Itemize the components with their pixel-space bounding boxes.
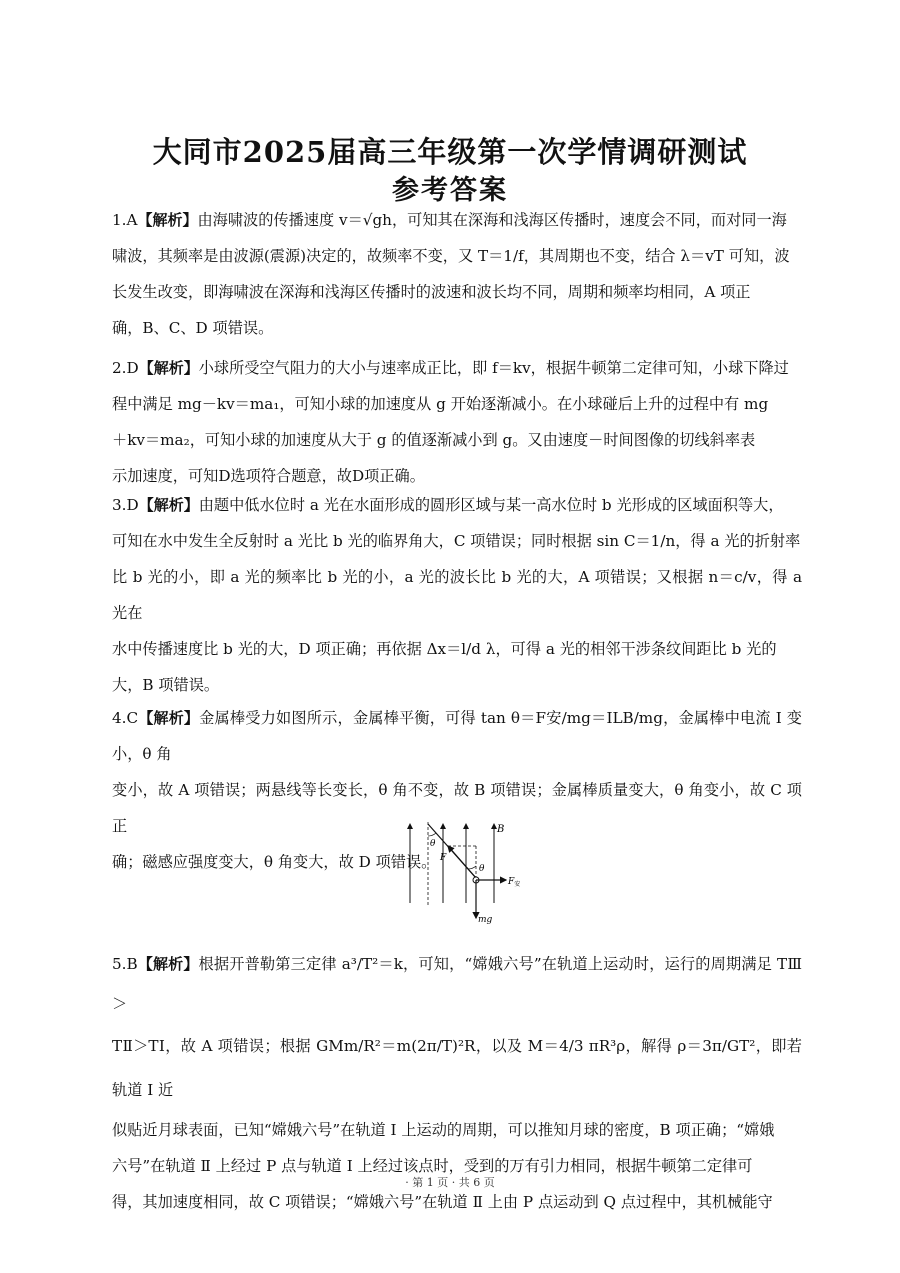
question-3-line-2: 可知在水中发生全反射时 a 光比 b 光的临界角大，C 项错误；同时根据 sin C＝1/n，得 a 光的折射率 — [112, 532, 801, 550]
question-3-number: 3. — [112, 496, 127, 514]
question-4-text-1: 金属棒受力如图所示，金属棒平衡，可得 tan θ＝F安/mg＝ILB/mg，金属棒中电流 I 变小，θ 角 — [112, 709, 802, 763]
question-1-text-1: 由海啸波的传播速度 v＝√gh，可知其在深海和浅海区传播时，速度会不同，而对同一海 — [197, 211, 787, 229]
question-5-line-2: TⅡ＞TⅠ，故 A 项错误；根据 GMm/R²＝m(2π/T)²R，以及 M＝4/3 πR³ρ，解得 ρ＝3π/GT²，即若轨道 Ⅰ 近 — [112, 1037, 802, 1099]
question-5-tag: 【解析】 — [137, 955, 199, 973]
question-1-line-1 — [112, 202, 802, 238]
question-2-line-1 — [112, 350, 802, 386]
label-F-an: $F_安$ — [508, 877, 521, 888]
label-theta-top: θ — [430, 839, 436, 849]
question-2-line-3: ＋kv＝ma₂，可知小球的加速度从大于 g 的值逐渐减小到 g。又由速度－时间图像的切线斜率表 — [112, 431, 756, 449]
question-2-number: 2. — [112, 359, 127, 377]
question-3-answer: D — [126, 496, 139, 514]
question-4-number: 4. — [112, 709, 127, 727]
tension-arrow — [448, 846, 476, 878]
question-1-line-2: 啸波，其频率是由波源(震源)决定的，故频率不变，又 T＝1/f，其周期也不变，结合 λ＝vT 可知，波 — [112, 247, 790, 265]
page-title: 大同市2025届高三年级第一次学情调研测试 — [152, 135, 748, 169]
question-4-line-3: 确；磁感应强度变大，θ 角变大，故 D 项错误。 — [112, 853, 437, 871]
question-5-number: 5. — [112, 955, 127, 973]
question-5-text-1: 根据开普勒第三定律 a³/T²＝k，可知，“嫦娥六号”在轨道上运动时，运行的周期满足 TⅢ＞ — [112, 955, 802, 1013]
force-diagram — [396, 818, 530, 926]
label-theta-bottom: θ — [479, 864, 485, 874]
question-2-line-4: 示加速度，可知D选项符合题意，故D项正确。 — [112, 467, 425, 485]
question-1 — [112, 202, 802, 346]
question-3-line-3: 比 b 光的小，即 a 光的频率比 b 光的小，a 光的波长比 b 光的大，A 项错误；又根据 n＝c/v，得 a 光在 — [112, 568, 802, 622]
question-3-line-5: 大，B 项错误。 — [112, 676, 220, 694]
question-1-number: 1. — [112, 211, 127, 229]
question-2-line-2: 程中满足 mg－kv＝ma₁，可知小球的加速度从 g 开始逐渐减小。在小球碰后上升的过程中有 mg — [112, 395, 769, 413]
question-4-line-1 — [112, 700, 802, 772]
question-3-text-1: 由题中低水位时 a 光在水面形成的圆形区域与某一高水位时 b 光形成的区域面积等大， — [198, 496, 784, 514]
question-4-answer: C — [126, 709, 139, 727]
angle-arc-bottom — [468, 866, 476, 869]
question-3-tag: 【解析】 — [138, 496, 199, 514]
label-B: B — [497, 824, 505, 835]
question-5-line-1 — [112, 944, 802, 1024]
label-mg: mg — [478, 915, 493, 925]
question-1-line-3: 长发生改变，即海啸波在深海和浅海区传播时的波速和波长均不同，周期和频率均相同，A 项正 — [112, 283, 751, 301]
question-3-line-1 — [112, 487, 802, 523]
page-subtitle: 参考答案 — [392, 175, 508, 206]
question-5-line-3: 似贴近月球表面，已知“嫦娥六号”在轨道 Ⅰ 上运动的周期，可以推知月球的密度，B 项正确；“嫦娥 — [112, 1121, 775, 1139]
page-footer: · 第 1 页 · 共 6 页 — [405, 1176, 495, 1189]
question-3 — [112, 487, 802, 703]
question-2 — [112, 350, 802, 494]
question-4-tag: 【解析】 — [138, 709, 200, 727]
question-5-line-5: 得，其加速度相同，故 C 项错误；“嫦娥六号”在轨道 Ⅱ 上由 P 点运动到 Q 点过程中，其机械能守 — [112, 1193, 773, 1211]
question-4-line-2: 变小，故 A 项错误；两悬线等长变长，θ 角不变，故 B 项错误；金属棒质量变大，θ 角变小，故 C 项正 — [112, 781, 802, 835]
question-5-answer: B — [126, 955, 138, 973]
angle-arc-top — [428, 833, 436, 836]
question-5-line-4: 六号”在轨道 Ⅱ 上经过 P 点与轨道 Ⅰ 上经过该点时，受到的万有引力相同，根据牛顿第二定律可 — [112, 1157, 753, 1175]
question-1-line-4: 确，B、C、D 项错误。 — [112, 319, 274, 337]
question-3-line-4: 水中传播速度比 b 光的大，D 项正确；再依据 Δx＝l/d λ，可得 a 光的相邻干涉条纹间距比 b 光的 — [112, 640, 777, 658]
question-2-answer: D — [126, 359, 139, 377]
label-F: F — [440, 853, 447, 863]
question-1-answer: A — [126, 211, 138, 229]
question-1-tag: 【解析】 — [137, 211, 198, 229]
question-2-text-1: 小球所受空气阻力的大小与速率成正比，即 f＝kv，根据牛顿第二定律可知，小球下降过 — [198, 359, 789, 377]
question-2-tag: 【解析】 — [138, 359, 199, 377]
